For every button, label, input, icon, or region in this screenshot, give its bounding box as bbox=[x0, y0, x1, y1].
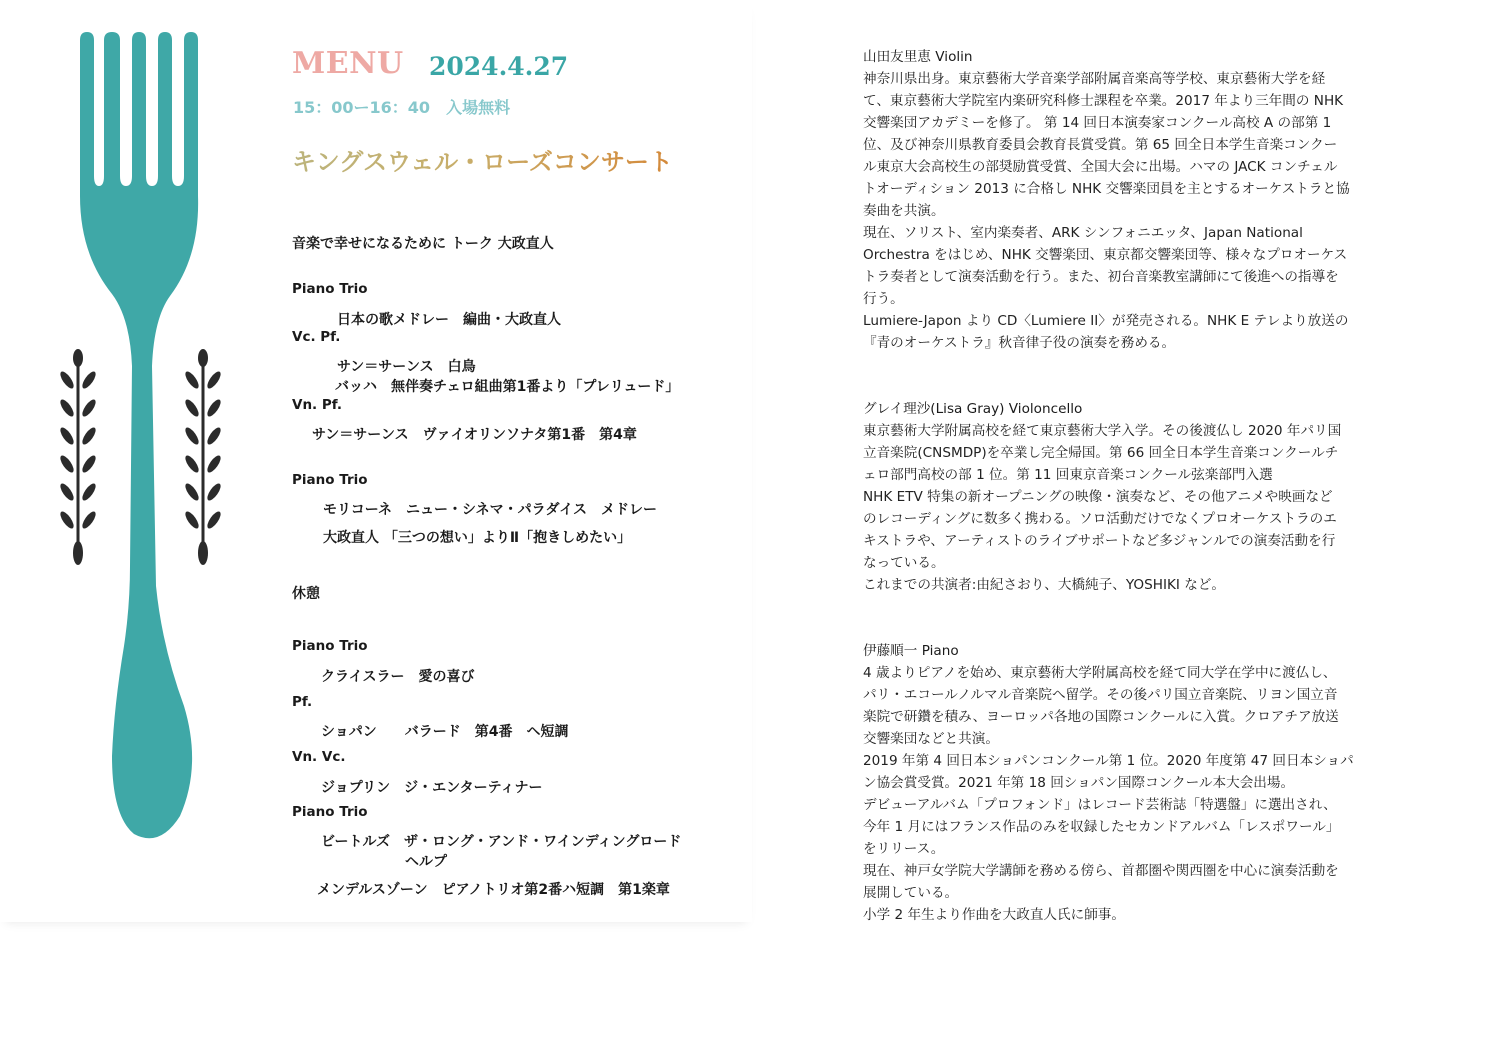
program-ensemble-label: Piano Trio bbox=[292, 638, 368, 654]
bio-line: 『青のオーケストラ』秋音律子役の演奏を務める。 bbox=[863, 335, 1176, 351]
bio-line: Lumiere-Japon より CD〈Lumiere II〉が発売される。NHK E テレより放送の bbox=[863, 313, 1349, 329]
program-ensemble-label: Piano Trio bbox=[292, 281, 368, 297]
bio-line: デビューアルバム「プロフォンド」はレコード芸術誌「特選盤」に選出され、 bbox=[863, 797, 1337, 813]
bio-line: 今年 1 月にはフランス作品のみを収録したセカンドアルバム「レスポワール」 bbox=[863, 819, 1340, 835]
program-piece: バッハ 無伴奏チェロ組曲第1番より「プレリュード」 bbox=[335, 379, 680, 395]
program-ensemble-label: Vc. Pf. bbox=[292, 329, 341, 345]
bio-line: 東京藝術大学附属高校を経て東京藝術大学入学。その後渡仏し 2020 年パリ国 bbox=[863, 423, 1342, 439]
bio-line: トラ奏者として演奏活動を行う。また、初台音楽教室講師にて後進への指導を bbox=[863, 269, 1339, 285]
concert-time: 15：00ー16：40 入場無料 bbox=[293, 98, 511, 117]
bio-line: 位、及び神奈川県教育委員会教育長賞受賞。第 65 回全日本学生音楽コンクー bbox=[863, 137, 1338, 153]
bio-line: 4 歳よりピアノを始め、東京藝術大学附属高校を経て同大学在学中に渡仏し、 bbox=[863, 665, 1337, 681]
program-piece: モリコーネ ニュー・シネマ・パラダイス メドレー bbox=[323, 502, 658, 518]
bio-line: キストラや、アーティストのライブサポートなど多ジャンルでの演奏活動を行 bbox=[863, 533, 1336, 549]
bio-line: これまでの共演者:由紀さおり、大橋純子、YOSHIKI など。 bbox=[863, 577, 1226, 593]
program-piece: サン＝サーンス 白鳥 bbox=[337, 359, 476, 375]
bio-violin-name: 山田友里恵 Violin bbox=[863, 49, 973, 65]
program-talk: 音楽で幸せになるために トーク 大政直人 bbox=[292, 236, 554, 252]
bio-line: のレコーディングに数多く携わる。ソロ活動だけでなくプロオーケストラのエ bbox=[863, 511, 1337, 527]
bio-piano-name: 伊藤順一 Piano bbox=[863, 643, 959, 659]
menu-heading: MENU bbox=[292, 46, 404, 81]
bio-line: ェロ部門高校の部 1 位。第 11 回東京音楽コンクール弦楽部門入選 bbox=[863, 467, 1273, 483]
program-piece: メンデルスゾーン ピアノトリオ第2番ハ短調 第1楽章 bbox=[317, 882, 670, 898]
concert-date: 2024.4.27 bbox=[429, 52, 569, 81]
bio-line: て、東京藝術大学院室内楽研究科修士課程を卒業。2017 年より三年間の NHK bbox=[863, 93, 1344, 109]
bio-line: 行う。 bbox=[863, 291, 904, 307]
program-piece: 大政直人 「三つの想い」よりⅡ「抱きしめたい」 bbox=[323, 530, 632, 546]
program-ensemble-label: Pf. bbox=[292, 694, 313, 710]
program-ensemble-label: Piano Trio bbox=[292, 472, 368, 488]
bio-line: 小学 2 年生より作曲を大政直人氏に師事。 bbox=[863, 907, 1125, 923]
bio-line: 展開している。 bbox=[863, 885, 959, 901]
bio-line: パリ・エコールノルマル音楽院へ留学。その後パリ国立音楽院、リヨン国立音 bbox=[863, 687, 1338, 703]
program-intermission: 休憩 bbox=[292, 586, 320, 602]
program-piece: サン＝サーンス ヴァイオリンソナタ第1番 第4章 bbox=[312, 427, 637, 443]
program-piece: クライスラー 愛の喜び bbox=[321, 669, 475, 685]
bio-line: 立音楽院(CNSMDP)を卒業し完全帰国。第 66 回全日本学生音楽コンクールチ bbox=[863, 445, 1339, 461]
sprig-left-icon bbox=[58, 348, 98, 568]
concert-title: キングスウェル・ローズコンサート bbox=[292, 142, 673, 177]
program-piece: 日本の歌メドレー 編曲・大政直人 bbox=[337, 312, 561, 328]
bio-cello-name: グレイ理沙(Lisa Gray) Violoncello bbox=[863, 401, 1083, 417]
program-ensemble-label: Vn. Vc. bbox=[292, 749, 346, 765]
bio-line: Orchestra をはじめ、NHK 交響楽団、東京都交響楽団等、様々なプロオーケス bbox=[863, 247, 1348, 263]
fork-icon bbox=[72, 26, 252, 846]
program-piece: ジョプリン ジ・エンターティナー bbox=[321, 780, 543, 796]
bio-line: 奏曲を共演。 bbox=[863, 203, 945, 219]
sprig-right-icon bbox=[183, 348, 223, 568]
program-ensemble-label: Vn. Pf. bbox=[292, 397, 343, 413]
bio-line: 交響楽団などと共演。 bbox=[863, 731, 999, 747]
bio-line: ン協会賞受賞。2021 年第 18 回ショパン国際コンクール本大会出場。 bbox=[863, 775, 1295, 791]
bio-line: ル東京大会高校生の部奨励賞受賞、全国大会に出場。ハマの JACK コンチェル bbox=[863, 159, 1338, 175]
bio-line: 現在、ソリスト、室内楽奏者、ARK シンフォニエッタ、Japan National bbox=[863, 225, 1303, 241]
program-piece: ビートルズ ザ・ロング・アンド・ワインディングロード bbox=[321, 834, 682, 850]
program-piece: ヘルプ bbox=[405, 854, 447, 870]
bio-line: トオーディション 2013 に合格し NHK 交響楽団員を主とするオーケストラと協 bbox=[863, 181, 1350, 197]
bio-line: なっている。 bbox=[863, 555, 945, 571]
bio-line: 交響楽団アカデミーを修了。 第 14 回日本演奏家コンクール高校 A の部第 1 bbox=[863, 115, 1332, 131]
bio-line: 2019 年第 4 回日本ショパンコンクール第 1 位。2020 年度第 47 回日本ショパ bbox=[863, 753, 1354, 769]
bio-line: NHK ETV 特集の新オープニングの映像・演奏など、その他アニメや映画など bbox=[863, 489, 1333, 505]
bio-line: 神奈川県出身。東京藝術大学音楽学部附属音楽高等学校、東京藝術大学を経 bbox=[863, 71, 1326, 87]
program-ensemble-label: Piano Trio bbox=[292, 804, 368, 820]
program-piece: ショパン バラード 第4番 ヘ短調 bbox=[321, 724, 569, 740]
bio-line: 楽院で研鑽を積み、ヨーロッパ各地の国際コンクールに入賞。クロアチア放送 bbox=[863, 709, 1339, 725]
bio-line: 現在、神戸女学院大学講師を務める傍ら、首都圏や関西圏を中心に演奏活動を bbox=[863, 863, 1339, 879]
bio-line: をリリース。 bbox=[863, 841, 945, 857]
